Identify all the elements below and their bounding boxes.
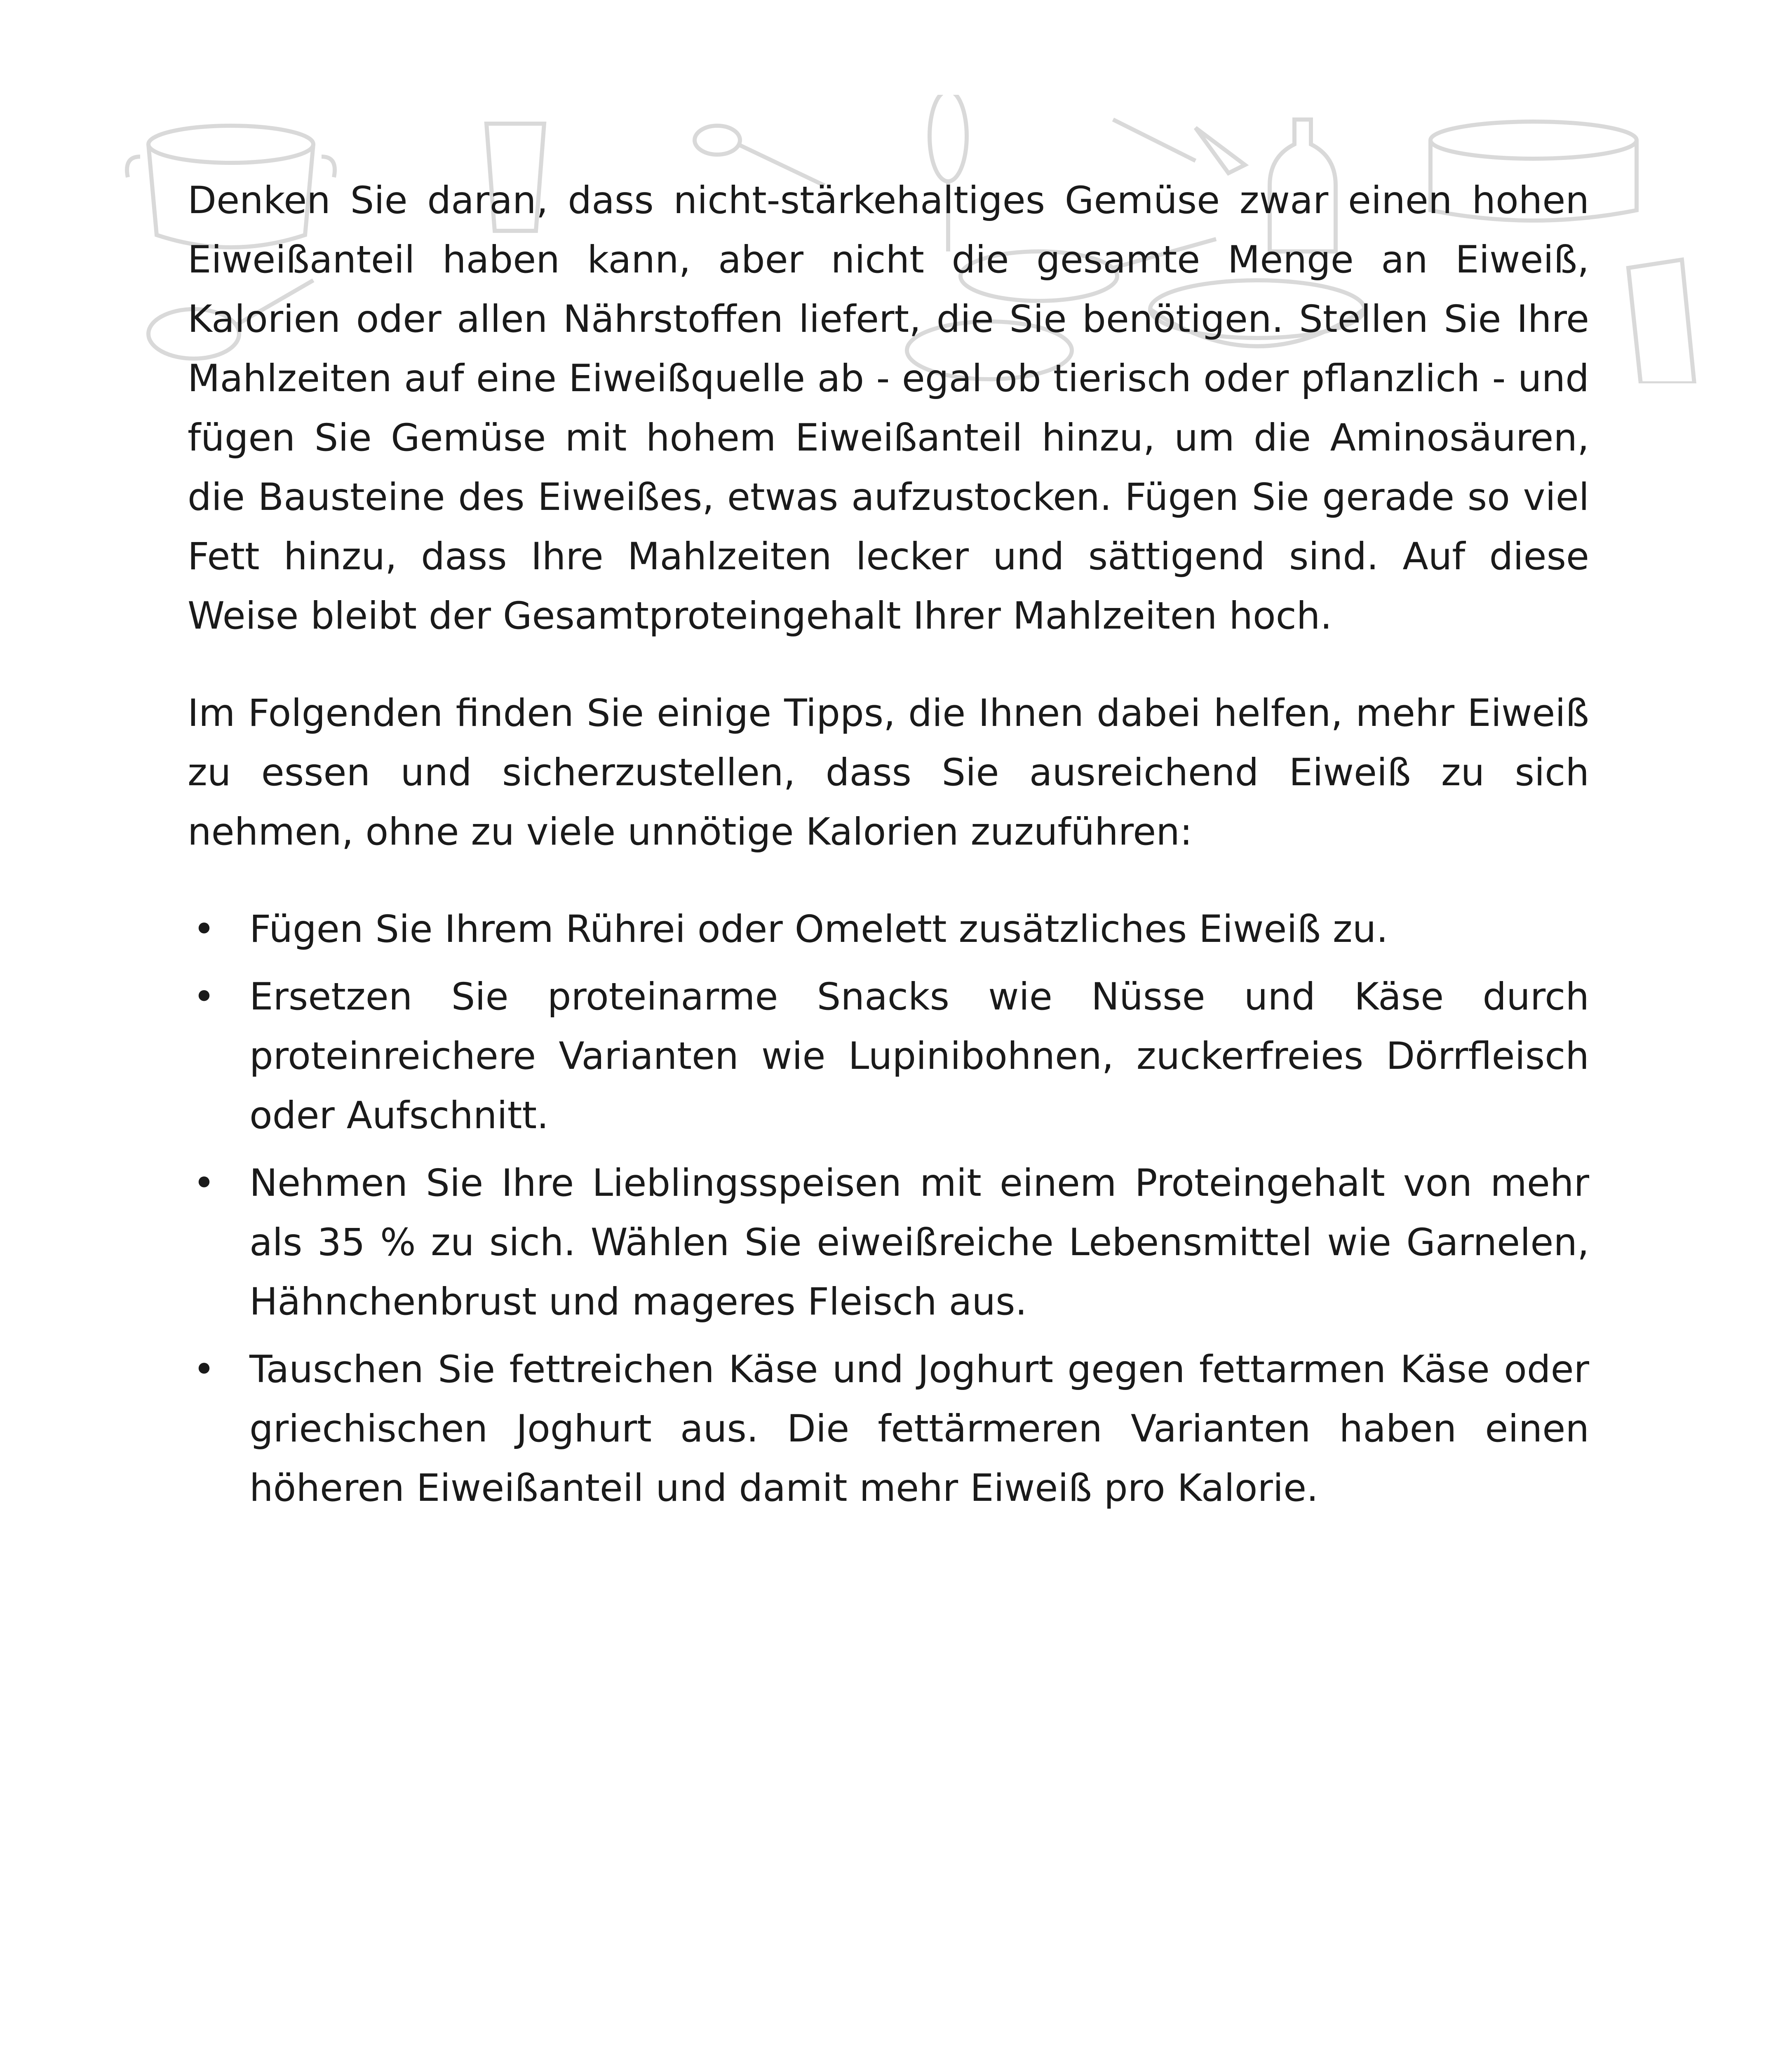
bullet-marker: • [193, 908, 215, 951]
bullet-marker: • [193, 1162, 215, 1205]
tips-list [188, 900, 1589, 1518]
list-item-text: Ersetzen Sie proteinarme Snacks wie Nüsse und Käse durch proteinreichere Varianten wie Lupinibohnen, zuckerfreies Dörrfleisch oder Aufschnitt. [249, 975, 1589, 1137]
document-body [188, 171, 1589, 1526]
paragraph-tips-intro: Im Folgenden finden Sie einige Tipps, die Ihnen dabei helfen, mehr Eiweiß zu essen und sicherzustellen, dass Sie ausreichend Eiweiß zu sich nehmen, ohne zu viele unnötige Kalorien zuzuführen: [188, 692, 1589, 854]
list-item [188, 967, 1589, 1146]
list-item-text: Nehmen Sie Ihre Lieblingsspeisen mit einem Proteingehalt von mehr als 35 % zu sich. Wählen Sie eiweißreiche Lebensmittel wie Garnelen, Hähnchenbrust und mageres Fleisch aus. [249, 1162, 1589, 1324]
list-item [188, 1340, 1589, 1518]
list-item [188, 1154, 1589, 1332]
list-item-text: Fügen Sie Ihrem Rührei oder Omelett zusätzliches Eiweiß zu. [249, 908, 1388, 951]
knife-icon [1113, 120, 1245, 173]
list-item-text: Tauschen Sie fettreichen Käse und Joghurt gegen fettarmen Käse oder griechischen Joghurt aus. Die fettärmeren Varianten haben einen höheren Eiweißanteil und damit mehr Eiweiß pro Kalorie. [249, 1348, 1589, 1510]
paragraph-intro: Denken Sie daran, dass nicht-stärkehaltiges Gemüse zwar einen hohen Eiweißanteil haben kann, aber nicht die gesamte Menge an Eiweiß, Kalorien oder allen Nährstoffen liefert, die Sie benötigen. Stellen Sie Ihre Mahlzeiten auf eine Eiweißquelle ab - egal ob tierisch oder pflanzlich - und fügen Sie Gemüse mit hohem Eiweißanteil hinzu, um die Aminosäuren, die Bausteine des Eiweißes, etwas aufzustocken. Fügen Sie gerade so viel Fett hinzu, dass Ihre Mahlzeiten lecker und sättigend sind. Auf diese Weise bleibt der Gesamtproteingehalt Ihrer Mahlzeiten hoch. [188, 179, 1589, 638]
bullet-marker: • [193, 975, 215, 1019]
grater-icon [1628, 260, 1694, 383]
bullet-marker: • [193, 1348, 215, 1391]
list-item [188, 900, 1589, 959]
